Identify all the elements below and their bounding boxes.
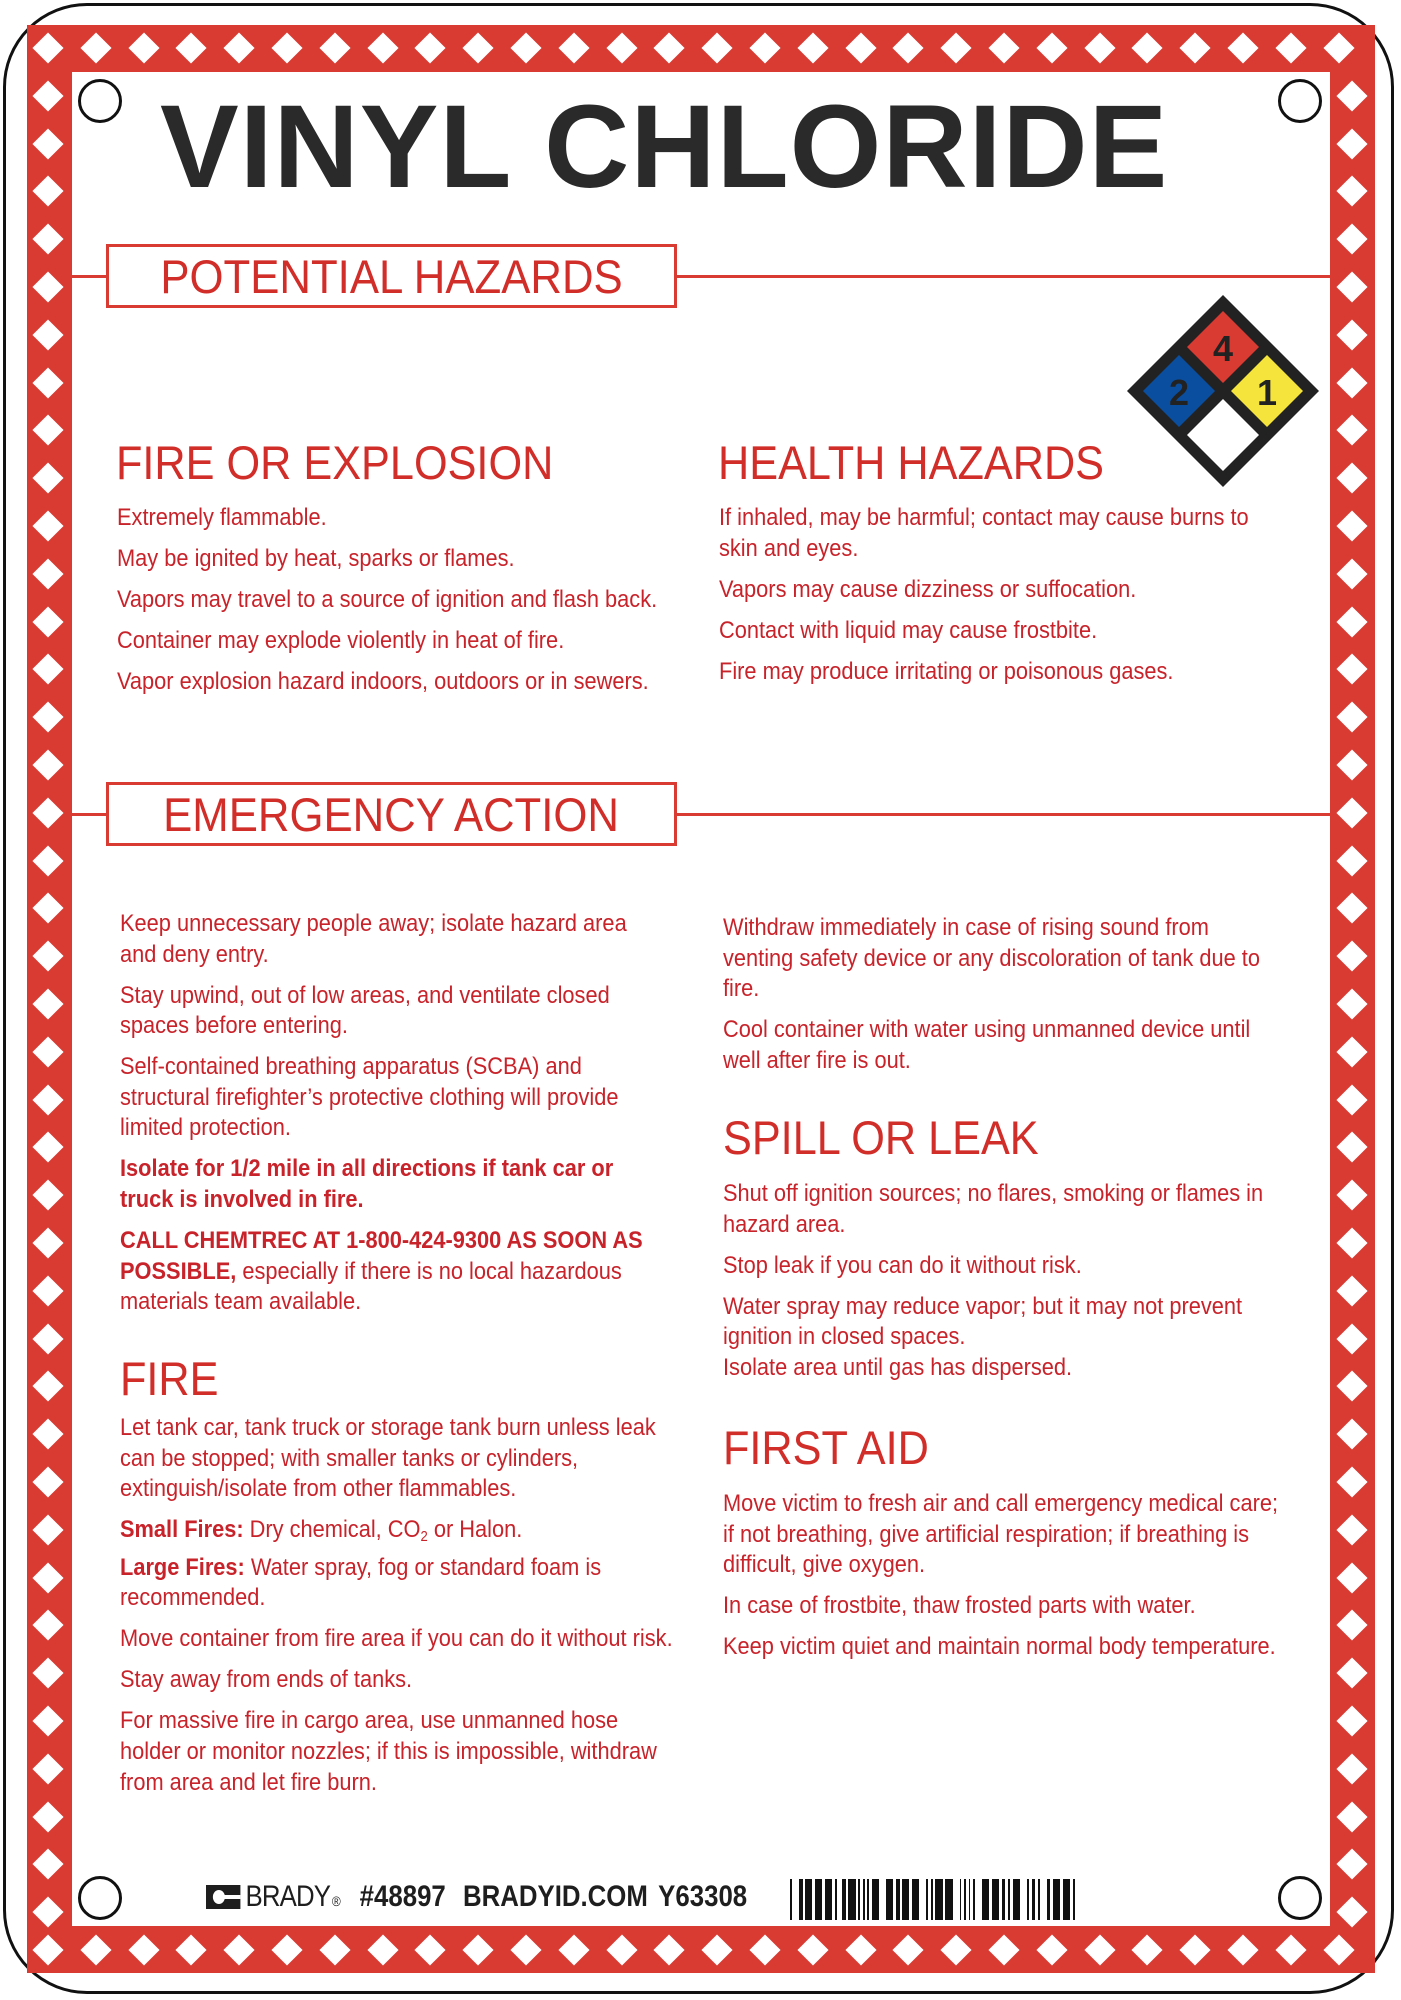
- mounting-hole: [78, 79, 122, 123]
- list-item: Vapor explosion hazard indoors, outdoors or in sewers.: [117, 667, 649, 695]
- list-item: Let tank car, tank truck or storage tank burn unless leak can be stopped; with smaller tanks or cylinders, extinguish/isolate from other flammables.: [120, 1414, 656, 1503]
- list-item: Keep unnecessary people away; isolate hazard area and deny entry.: [120, 910, 627, 968]
- mounting-hole: [78, 1876, 122, 1920]
- brady-logo-icon: [206, 1885, 240, 1909]
- chemtrec-phone: CALL CHEMTREC AT 1-800-424-9300 AS SOON AS POSSIBLE,: [120, 1226, 643, 1285]
- list-item: Small Fires: Dry chemical, $CO_2$ or Halon.: [120, 1516, 523, 1546]
- first-aid-heading: FIRST AID: [723, 1421, 929, 1474]
- list-item: Extremely flammable.: [117, 504, 327, 531]
- emergency-right-list: [723, 913, 1283, 1087]
- potential-hazards-banner: POTENTIAL HAZARDS: [106, 244, 677, 308]
- emergency-general-list: [120, 909, 660, 1328]
- fire-list: [120, 1413, 680, 1808]
- product-code: Y63308: [658, 1880, 748, 1913]
- part-number: #48897: [359, 1880, 446, 1913]
- list-item: Isolate for 1/2 mile in all directions if tank car or truck is involved in fire.: [120, 1155, 614, 1213]
- list-item: For massive fire in cargo area, use unmanned hose holder or monitor nozzles; if this is impossible, withdraw from area and let fire burn.: [120, 1707, 657, 1796]
- sign-title: VINYL CHLORIDE: [160, 81, 1169, 213]
- list-item: Vapors may travel to a source of ignition and flash back.: [117, 585, 658, 613]
- health-hazards-list: [719, 503, 1279, 698]
- list-item: Stop leak if you can do it without risk.: [723, 1251, 1082, 1279]
- mounting-hole: [1278, 79, 1322, 123]
- website: BRADYID.COM: [462, 1880, 648, 1913]
- list-item: CALL CHEMTREC AT 1-800-424-9300 AS SOON AS POSSIBLE, especially if there is no local hazardous materials team available.: [120, 1226, 643, 1316]
- list-item: Stay away from ends of tanks.: [120, 1666, 413, 1694]
- barcode: [790, 1879, 1075, 1920]
- list-item: Fire may produce irritating or poisonous gases.: [719, 657, 1174, 685]
- health-rating: 2: [1168, 372, 1190, 413]
- fire-heading: FIRE: [120, 1352, 219, 1405]
- list-item: May be ignited by heat, sparks or flames.: [117, 544, 515, 572]
- list-item: Shut off ignition sources; no flares, smoking or flames in hazard area.: [723, 1180, 1264, 1238]
- fire-or-explosion-list: [117, 503, 677, 708]
- fire-or-explosion-heading: FIRE OR EXPLOSION: [116, 436, 554, 489]
- emergency-action-banner: EMERGENCY ACTION: [106, 782, 677, 846]
- list-item: Cool container with water using unmanned device until well after fire is out.: [723, 1016, 1251, 1074]
- nfpa-diamond-icon: [1127, 295, 1319, 487]
- list-item: Water spray may reduce vapor; but it may not prevent ignition in closed spaces.: [723, 1292, 1243, 1351]
- list-item: Withdraw immediately in case of rising sound from venting safety device or any discoloration of tank due to fire.: [723, 914, 1260, 1003]
- list-item: Isolate area until gas has dispersed.: [723, 1353, 1073, 1381]
- footer: [206, 1880, 747, 1914]
- mounting-hole: [1278, 1876, 1322, 1920]
- list-item: Move container from fire area if you can do it without risk.: [120, 1625, 673, 1653]
- list-item: If inhaled, may be harmful; contact may cause burns to skin and eyes.: [719, 504, 1249, 562]
- list-item: Stay upwind, out of low areas, and ventilate closed spaces before entering.: [120, 981, 610, 1040]
- spill-or-leak-list: [723, 1179, 1283, 1394]
- list-item: Contact with liquid may cause frostbite.: [719, 616, 1098, 644]
- brand-name: BRADY: [245, 1880, 331, 1913]
- health-hazards-heading: HEALTH HAZARDS: [718, 436, 1105, 489]
- list-item: Large Fires: Water spray, fog or standard foam is recommended.: [120, 1553, 602, 1612]
- registered-mark: ®: [331, 1893, 341, 1909]
- reactivity-rating: 1: [1256, 372, 1278, 413]
- list-item: In case of frostbite, thaw frosted parts with water.: [723, 1592, 1196, 1620]
- list-item: Move victim to fresh air and call emergency medical care; if not breathing, give artificial respiration; if breathing is difficult, give oxygen.: [723, 1490, 1279, 1579]
- list-item: Keep victim quiet and maintain normal body temperature.: [723, 1633, 1276, 1661]
- first-aid-list: [723, 1489, 1283, 1673]
- list-item: Vapors may cause dizziness or suffocation.: [719, 575, 1137, 603]
- list-item: Container may explode violently in heat of fire.: [117, 626, 565, 654]
- spill-or-leak-heading: SPILL OR LEAK: [723, 1111, 1039, 1164]
- list-item: Self-contained breathing apparatus (SCBA) and structural firefighter’s protective clothing will provide limited protection.: [120, 1053, 619, 1142]
- flammability-rating: 4: [1212, 328, 1234, 369]
